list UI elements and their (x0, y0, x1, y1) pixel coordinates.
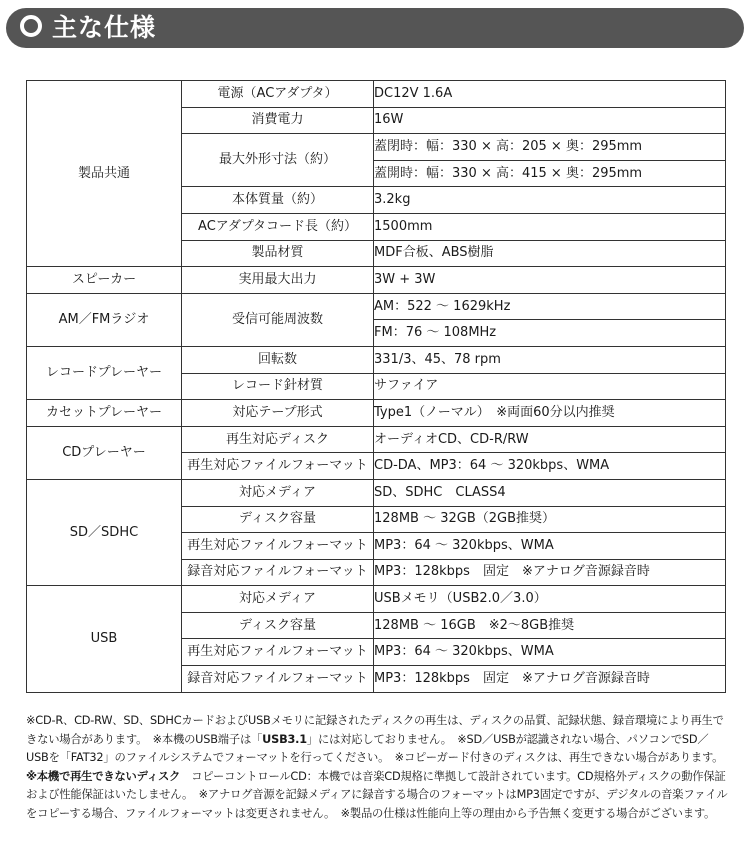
item-cell: 再生対応ファイルフォーマット (182, 639, 374, 666)
value-cell: MDF合板、ABS樹脂 (374, 240, 726, 267)
category-cell: カセットプレーヤー (27, 400, 182, 427)
value-cell: SD、SDHC CLASS4 (374, 479, 726, 506)
footnote-text: コピーコントロールCD：本機では音楽CD規格に準拠して設計されています。CD規格外ディスクの動作保証および性能保証はいたしません。 ※アナログ音源を記録メディアに録音する場合のフォーマットはMP3固定ですが、デジタルの音楽ファイルをコピーする場合、ファイルフォーマットは変更されません。 ※製品の仕様は性能向上等の理由から予告無く変更する場合がございます。 (26, 769, 728, 820)
value-cell: 128MB 〜 32GB（2GB推奨） (374, 506, 726, 533)
value-cell: 3W + 3W (374, 267, 726, 294)
table-row (27, 479, 726, 506)
footnote-text: ※CD-R、CD-RW、SD、SDHCカードおよびUSBメモリに記録されたディスクの再生は、ディスクの品質、記録状態、録音環境により再生できない場合があります。 ※本機のUSB端子は「 (26, 714, 724, 746)
table-row (27, 293, 726, 320)
category-cell: CDプレーヤー (27, 426, 182, 479)
value-cell: 1500mm (374, 213, 726, 240)
value-cell: AM：522 〜 1629kHz (374, 293, 726, 320)
value-cell: MP3：128kbps 固定 ※アナログ音源録音時 (374, 559, 726, 586)
item-cell: 実用最大出力 (182, 267, 374, 294)
item-cell: 対応メディア (182, 586, 374, 613)
value-cell: MP3：128kbps 固定 ※アナログ音源録音時 (374, 666, 726, 693)
section-header (6, 8, 744, 48)
item-cell: ACアダプタコード長（約） (182, 213, 374, 240)
category-cell: AM／FMラジオ (27, 293, 182, 346)
category-cell: SD／SDHC (27, 479, 182, 585)
item-cell: 録音対応ファイルフォーマット (182, 666, 374, 693)
circle-icon (20, 15, 42, 37)
value-cell: サファイア (374, 373, 726, 400)
item-cell: 本体質量（約） (182, 187, 374, 214)
value-cell: USBメモリ（USB2.0／3.0） (374, 586, 726, 613)
item-cell: 再生対応ファイルフォーマット (182, 453, 374, 480)
value-cell: 蓋閉時：幅：330 × 高：205 × 奥：295mm (374, 134, 726, 161)
item-cell: 対応テープ形式 (182, 400, 374, 427)
item-cell: ディスク容量 (182, 506, 374, 533)
value-cell: 16W (374, 107, 726, 134)
category-cell: スピーカー (27, 267, 182, 294)
item-cell: ディスク容量 (182, 612, 374, 639)
item-cell: 製品材質 (182, 240, 374, 267)
value-cell: FM：76 〜 108MHz (374, 320, 726, 347)
value-cell: 3.2kg (374, 187, 726, 214)
value-cell: 蓋開時：幅：330 × 高：415 × 奥：295mm (374, 160, 726, 187)
table-row (27, 400, 726, 427)
table-row (27, 426, 726, 453)
category-cell: 製品共通 (27, 81, 182, 267)
footnote-bold: USB3.1 (262, 732, 307, 746)
value-cell: MP3：64 〜 320kbps、WMA (374, 533, 726, 560)
item-cell: 消費電力 (182, 107, 374, 134)
table-row (27, 81, 726, 108)
value-cell: DC12V 1.6A (374, 81, 726, 108)
item-cell: 回転数 (182, 346, 374, 373)
table-row (27, 267, 726, 294)
item-cell: レコード針材質 (182, 373, 374, 400)
item-cell: 録音対応ファイルフォーマット (182, 559, 374, 586)
section-title: 主な仕様 (52, 13, 157, 42)
item-cell: 再生対応ディスク (182, 426, 374, 453)
item-cell: 電源（ACアダプタ） (182, 81, 374, 108)
spec-table (26, 80, 726, 693)
value-cell: MP3：64 〜 320kbps、WMA (374, 639, 726, 666)
value-cell: 128MB 〜 16GB ※2〜8GB推奨 (374, 612, 726, 639)
value-cell: CD-DA、MP3：64 〜 320kbps、WMA (374, 453, 726, 480)
footnote-bold: ※本機で再生できないディスク (26, 769, 181, 783)
footnotes (26, 712, 728, 823)
table-row (27, 586, 726, 613)
item-cell: 再生対応ファイルフォーマット (182, 533, 374, 560)
item-cell: 受信可能周波数 (182, 293, 374, 346)
value-cell: 331/3、45、78 rpm (374, 346, 726, 373)
value-cell: オーディオCD、CD-R/RW (374, 426, 726, 453)
item-cell: 対応メディア (182, 479, 374, 506)
table-row (27, 346, 726, 373)
item-cell: 最大外形寸法（約） (182, 134, 374, 187)
footnote-text: 」には対応しておりません。 ※SD／USBが認識されない場合、パソコンでSD／USBを「FAT32」のファイルシステムでフォーマットを行ってください。 ※コピーガード付きのディスクは、再生できない場合があります。 (26, 732, 729, 764)
category-cell: レコードプレーヤー (27, 346, 182, 399)
category-cell: USB (27, 586, 182, 692)
value-cell: Type1（ノーマル） ※両面60分以内推奨 (374, 400, 726, 427)
